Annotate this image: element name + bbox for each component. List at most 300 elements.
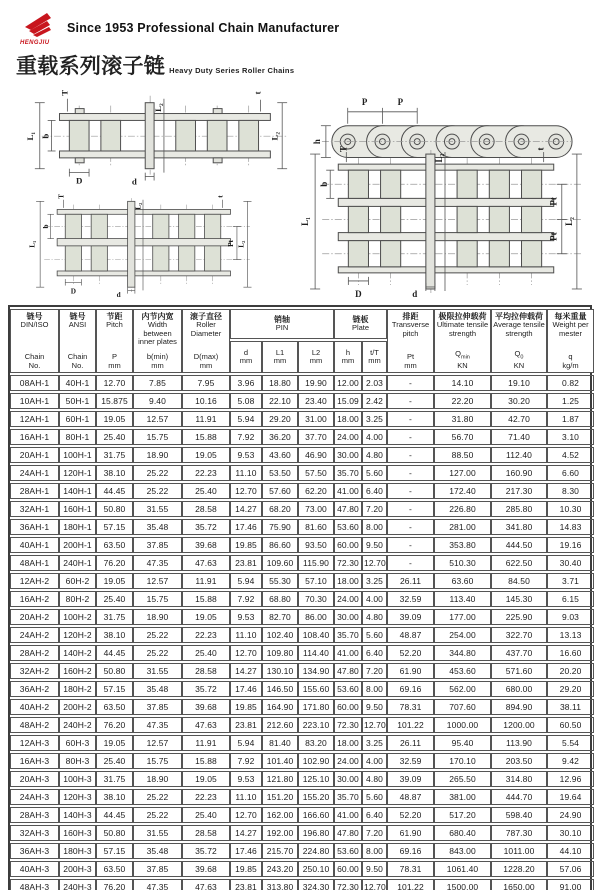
cell-dmax: 19.05	[182, 771, 230, 787]
cell-q: 24.90	[547, 807, 594, 823]
cell-dmax: 39.68	[182, 699, 230, 715]
cell-ansi: 140H-3	[59, 807, 96, 823]
dim-t: t	[535, 147, 546, 151]
title-en: Heavy Duty Series Roller Chains	[169, 66, 295, 75]
cell-qmin: 1000.00	[434, 717, 491, 733]
table-row	[10, 879, 594, 890]
cell-pitch: 63.50	[96, 537, 133, 553]
col-inner-width: 内节内宽 Width between inner plates b(min) mm	[133, 309, 182, 373]
cell-l2: 19.90	[298, 375, 334, 391]
cell-pt: 61.90	[387, 663, 434, 679]
table-row	[10, 429, 594, 445]
cell-din: 32AH-1	[10, 501, 59, 517]
cell-t: 6.40	[362, 483, 387, 499]
dim-T: T	[338, 146, 349, 153]
dim-D: D	[355, 289, 362, 300]
dim-t: t	[216, 195, 225, 198]
dim-L2-right: L₂	[269, 131, 280, 141]
cell-bmin: 15.75	[133, 753, 182, 769]
cell-qmin: 170.10	[434, 753, 491, 769]
cell-pt: -	[387, 501, 434, 517]
cell-h: 15.09	[334, 393, 362, 409]
cell-l1: 36.20	[262, 429, 298, 445]
subcol-l1: L1 mm	[262, 341, 298, 373]
cell-pitch: 15.875	[96, 393, 133, 409]
cell-t: 9.50	[362, 537, 387, 553]
cell-q0: 680.00	[491, 681, 547, 697]
cell-pitch: 19.05	[96, 735, 133, 751]
col-group-pin: 销轴 PIN	[230, 309, 334, 339]
cell-t: 5.60	[362, 465, 387, 481]
cell-h: 53.60	[334, 843, 362, 859]
cell-qmin: 14.10	[434, 375, 491, 391]
cell-qmin: 1500.00	[434, 879, 491, 890]
col-roller-dia: 滚子直径 Roller Diameter D(max) mm	[182, 309, 230, 373]
cell-l2: 166.60	[298, 807, 334, 823]
table-body	[10, 375, 594, 890]
cell-l1: 109.60	[262, 555, 298, 571]
cell-bmin: 18.90	[133, 609, 182, 625]
cell-d: 7.92	[230, 753, 262, 769]
cell-h: 24.00	[334, 753, 362, 769]
cell-dmax: 15.88	[182, 753, 230, 769]
cell-pt: 78.31	[387, 861, 434, 877]
cell-t: 6.40	[362, 645, 387, 661]
cell-d: 11.10	[230, 789, 262, 805]
cell-l2: 224.80	[298, 843, 334, 859]
spec-table	[10, 307, 594, 890]
cell-d: 23.81	[230, 717, 262, 733]
cell-l1: 18.80	[262, 375, 298, 391]
table-row	[10, 393, 594, 409]
cell-l1: 102.40	[262, 627, 298, 643]
cell-qmin: 517.20	[434, 807, 491, 823]
cell-qmin: 281.00	[434, 519, 491, 535]
cell-ansi: 60H-3	[59, 735, 96, 751]
dim-L1: L₁	[24, 131, 35, 141]
dim-D: D	[70, 287, 76, 296]
cell-dmax: 22.23	[182, 789, 230, 805]
cell-q: 1.25	[547, 393, 594, 409]
cell-bmin: 25.22	[133, 465, 182, 481]
cell-q0: 203.50	[491, 753, 547, 769]
cell-l2: 62.20	[298, 483, 334, 499]
cell-pt: 69.16	[387, 681, 434, 697]
dim-d: d	[412, 289, 418, 300]
cell-h: 53.60	[334, 681, 362, 697]
cell-d: 5.94	[230, 573, 262, 589]
cell-l1: 164.90	[262, 699, 298, 715]
dim-b: b	[42, 224, 51, 229]
cell-h: 41.00	[334, 807, 362, 823]
cell-q0: 444.50	[491, 537, 547, 553]
cell-q: 30.10	[547, 825, 594, 841]
cell-l1: 130.10	[262, 663, 298, 679]
cell-pitch: 31.75	[96, 609, 133, 625]
cell-dmax: 22.23	[182, 627, 230, 643]
cell-ansi: 80H-3	[59, 753, 96, 769]
cell-bmin: 15.75	[133, 591, 182, 607]
cell-dmax: 19.05	[182, 609, 230, 625]
cell-qmin: 56.70	[434, 429, 491, 445]
cell-q0: 1200.00	[491, 717, 547, 733]
cell-h: 18.00	[334, 573, 362, 589]
cell-q: 10.30	[547, 501, 594, 517]
cell-pitch: 25.40	[96, 591, 133, 607]
cell-t: 4.80	[362, 771, 387, 787]
cell-pt: 52.20	[387, 645, 434, 661]
dim-h: h	[311, 139, 322, 145]
cell-h: 12.00	[334, 375, 362, 391]
cell-t: 12.70	[362, 717, 387, 733]
cell-bmin: 37.85	[133, 861, 182, 877]
cell-bmin: 37.85	[133, 699, 182, 715]
cell-ansi: 200H-3	[59, 861, 96, 877]
cell-t: 3.25	[362, 735, 387, 751]
cell-qmin: 113.40	[434, 591, 491, 607]
cell-qmin: 95.40	[434, 735, 491, 751]
cell-qmin: 254.00	[434, 627, 491, 643]
cell-bmin: 25.22	[133, 789, 182, 805]
cell-l2: 250.10	[298, 861, 334, 877]
cell-d: 9.53	[230, 609, 262, 625]
cell-q: 16.60	[547, 645, 594, 661]
cell-dmax: 39.68	[182, 861, 230, 877]
cell-q: 3.71	[547, 573, 594, 589]
cell-l1: 151.20	[262, 789, 298, 805]
cell-d: 23.81	[230, 555, 262, 571]
cell-qmin: 843.00	[434, 843, 491, 859]
cell-dmax: 39.68	[182, 537, 230, 553]
cell-din: 12AH-2	[10, 573, 59, 589]
cell-pt: -	[387, 393, 434, 409]
cell-l1: 57.60	[262, 483, 298, 499]
dim-D: D	[75, 175, 83, 186]
cell-qmin: 344.80	[434, 645, 491, 661]
table-row	[10, 681, 594, 697]
cell-bmin: 12.57	[133, 411, 182, 427]
cell-l1: 86.60	[262, 537, 298, 553]
cell-t: 4.00	[362, 429, 387, 445]
logo-text: HENGJIU	[20, 39, 50, 46]
dim-L1: L₁	[300, 217, 311, 226]
cell-q0: 1011.00	[491, 843, 547, 859]
cell-ansi: 140H-1	[59, 483, 96, 499]
page-header	[0, 0, 600, 46]
table-row	[10, 501, 594, 517]
cell-d: 5.94	[230, 735, 262, 751]
cell-q0: 217.30	[491, 483, 547, 499]
cell-d: 19.85	[230, 861, 262, 877]
cell-bmin: 35.48	[133, 519, 182, 535]
cell-dmax: 35.72	[182, 843, 230, 859]
col-pitch: 节距 Pitch P mm	[96, 309, 133, 373]
dim-L1: L₁	[28, 240, 37, 248]
cell-q: 14.83	[547, 519, 594, 535]
dim-T: T	[59, 89, 70, 96]
cell-din: 24AH-1	[10, 465, 59, 481]
dim-P: P	[361, 96, 368, 107]
cell-ansi: 180H-3	[59, 843, 96, 859]
cell-bmin: 37.85	[133, 537, 182, 553]
cell-pt: -	[387, 429, 434, 445]
cell-h: 30.00	[334, 447, 362, 463]
cell-q: 30.40	[547, 555, 594, 571]
cell-pt: 26.11	[387, 735, 434, 751]
cell-ansi: 120H-1	[59, 465, 96, 481]
table-row	[10, 591, 594, 607]
cell-q0: 437.70	[491, 645, 547, 661]
cell-pt: 69.16	[387, 843, 434, 859]
cell-q0: 84.50	[491, 573, 547, 589]
cell-q0: 285.80	[491, 501, 547, 517]
dim-L2: L₂	[152, 103, 163, 112]
cell-qmin: 562.00	[434, 681, 491, 697]
table-row	[10, 789, 594, 805]
cell-pitch: 31.75	[96, 771, 133, 787]
cell-bmin: 47.35	[133, 717, 182, 733]
cell-l1: 243.20	[262, 861, 298, 877]
cell-t: 4.80	[362, 447, 387, 463]
cell-din: 36AH-3	[10, 843, 59, 859]
cell-ansi: 100H-3	[59, 771, 96, 787]
cell-dmax: 22.23	[182, 465, 230, 481]
cell-l2: 223.10	[298, 717, 334, 733]
cell-t: 9.50	[362, 861, 387, 877]
cell-q: 44.10	[547, 843, 594, 859]
cell-d: 12.70	[230, 807, 262, 823]
cell-q0: 1228.20	[491, 861, 547, 877]
cell-t: 3.25	[362, 411, 387, 427]
table-row	[10, 663, 594, 679]
cell-ansi: 160H-1	[59, 501, 96, 517]
cell-ansi: 200H-1	[59, 537, 96, 553]
cell-pt: 48.87	[387, 627, 434, 643]
table-row	[10, 519, 594, 535]
cell-pitch: 12.70	[96, 375, 133, 391]
cell-l2: 31.00	[298, 411, 334, 427]
cell-pt: 32.59	[387, 753, 434, 769]
cell-din: 16AH-2	[10, 591, 59, 607]
cell-pt: 48.87	[387, 789, 434, 805]
cell-h: 35.70	[334, 627, 362, 643]
cell-t: 7.20	[362, 501, 387, 517]
table-head	[10, 309, 594, 373]
cell-pt: -	[387, 537, 434, 553]
cell-bmin: 31.55	[133, 501, 182, 517]
cell-d: 9.53	[230, 771, 262, 787]
cell-l2: 196.80	[298, 825, 334, 841]
col-weight: 每米重量 Weight per mester q kg/m	[547, 309, 594, 373]
cell-d: 17.46	[230, 681, 262, 697]
cell-pitch: 44.45	[96, 645, 133, 661]
cell-q0: 19.10	[491, 375, 547, 391]
dim-Pt2: Pt	[548, 232, 559, 241]
cell-ansi: 60H-1	[59, 411, 96, 427]
cell-h: 24.00	[334, 591, 362, 607]
cell-t: 4.80	[362, 609, 387, 625]
cell-bmin: 25.22	[133, 483, 182, 499]
col-transverse-pitch: 排距 Transverse pitch Pt mm	[387, 309, 434, 373]
cell-l1: 22.10	[262, 393, 298, 409]
cell-din: 40AH-2	[10, 699, 59, 715]
cell-d: 17.46	[230, 519, 262, 535]
cell-q0: 160.90	[491, 465, 547, 481]
cell-bmin: 35.48	[133, 843, 182, 859]
subcol-l2: L2 mm	[298, 341, 334, 373]
cell-din: 36AH-2	[10, 681, 59, 697]
cell-ansi: 120H-2	[59, 627, 96, 643]
cell-ansi: 180H-1	[59, 519, 96, 535]
col-ultimate-strength: 极限拉伸载荷 Ultimate tensile strength $Q_{min}$ KN	[434, 309, 491, 373]
table-row	[10, 555, 594, 571]
cell-dmax: 15.88	[182, 591, 230, 607]
cell-h: 30.00	[334, 771, 362, 787]
cell-pitch: 57.15	[96, 681, 133, 697]
cell-t: 8.00	[362, 843, 387, 859]
cell-l2: 46.90	[298, 447, 334, 463]
cell-pitch: 50.80	[96, 663, 133, 679]
cell-din: 24AH-3	[10, 789, 59, 805]
cell-h: 18.00	[334, 411, 362, 427]
cell-q: 29.20	[547, 681, 594, 697]
cell-l1: 313.80	[262, 879, 298, 890]
cell-bmin: 25.22	[133, 645, 182, 661]
cell-bmin: 18.90	[133, 771, 182, 787]
cell-t: 5.60	[362, 627, 387, 643]
cell-pt: 26.11	[387, 573, 434, 589]
cell-q: 12.96	[547, 771, 594, 787]
cell-h: 30.00	[334, 609, 362, 625]
cell-d: 5.08	[230, 393, 262, 409]
cell-pt: -	[387, 555, 434, 571]
cell-pt: 101.22	[387, 717, 434, 733]
cell-q: 9.42	[547, 753, 594, 769]
cell-bmin: 47.35	[133, 555, 182, 571]
cell-q0: 894.90	[491, 699, 547, 715]
cell-t: 12.70	[362, 879, 387, 890]
cell-t: 3.25	[362, 573, 387, 589]
cell-dmax: 11.91	[182, 735, 230, 751]
cell-q0: 71.40	[491, 429, 547, 445]
cell-pt: 61.90	[387, 825, 434, 841]
cell-l2: 93.50	[298, 537, 334, 553]
table-row	[10, 447, 594, 463]
cell-pt: -	[387, 483, 434, 499]
cell-qmin: 127.00	[434, 465, 491, 481]
cell-dmax: 7.95	[182, 375, 230, 391]
cell-bmin: 12.57	[133, 735, 182, 751]
cell-l2: 102.90	[298, 753, 334, 769]
cell-d: 11.10	[230, 465, 262, 481]
cell-l2: 57.50	[298, 465, 334, 481]
cell-din: 16AH-1	[10, 429, 59, 445]
dim-P2: P	[397, 96, 404, 107]
col-average-strength: 平均拉伸载荷 Average tensile strength $Q_0$ KN	[491, 309, 547, 373]
cell-ansi: 160H-3	[59, 825, 96, 841]
cell-dmax: 35.72	[182, 681, 230, 697]
cell-ansi: 50H-1	[59, 393, 96, 409]
cell-q: 5.54	[547, 735, 594, 751]
cell-d: 11.10	[230, 627, 262, 643]
cell-l1: 68.20	[262, 501, 298, 517]
cell-l1: 29.20	[262, 411, 298, 427]
cell-t: 2.03	[362, 375, 387, 391]
cell-l1: 121.80	[262, 771, 298, 787]
cell-pitch: 57.15	[96, 519, 133, 535]
cell-dmax: 47.63	[182, 717, 230, 733]
cell-h: 35.70	[334, 789, 362, 805]
cell-pt: 52.20	[387, 807, 434, 823]
cell-qmin: 63.60	[434, 573, 491, 589]
table-row	[10, 411, 594, 427]
cell-q: 6.15	[547, 591, 594, 607]
dim-b: b	[40, 133, 51, 139]
cell-h: 24.00	[334, 429, 362, 445]
cell-l1: 146.50	[262, 681, 298, 697]
subcol-t: t/T mm	[362, 341, 387, 373]
cell-l1: 101.40	[262, 753, 298, 769]
col-group-plate: 链板 Plate	[334, 309, 387, 339]
cell-l2: 37.70	[298, 429, 334, 445]
cell-h: 47.80	[334, 825, 362, 841]
cell-din: 40AH-3	[10, 861, 59, 877]
cell-din: 20AH-1	[10, 447, 59, 463]
single-strand-diagram	[24, 82, 296, 186]
cell-q: 13.13	[547, 627, 594, 643]
subcol-h: h mm	[334, 341, 362, 373]
cell-pt: 78.31	[387, 699, 434, 715]
cell-h: 53.60	[334, 519, 362, 535]
tagline: Since 1953 Professional Chain Manufacturer	[67, 20, 340, 35]
table-row	[10, 753, 594, 769]
cell-d: 7.92	[230, 591, 262, 607]
cell-l1: 215.70	[262, 843, 298, 859]
cell-pitch: 76.20	[96, 717, 133, 733]
cell-l1: 55.30	[262, 573, 298, 589]
cell-l2: 86.00	[298, 609, 334, 625]
cell-pt: 39.09	[387, 609, 434, 625]
cell-bmin: 31.55	[133, 825, 182, 841]
cell-q0: 622.50	[491, 555, 547, 571]
cell-pt: -	[387, 465, 434, 481]
cell-l2: 115.90	[298, 555, 334, 571]
dim-T: T	[57, 194, 66, 199]
cell-t: 6.40	[362, 807, 387, 823]
table-row	[10, 843, 594, 859]
cell-t: 2.42	[362, 393, 387, 409]
cell-t: 4.00	[362, 591, 387, 607]
spec-table-wrapper	[8, 305, 592, 890]
cell-q: 3.10	[547, 429, 594, 445]
cell-l1: 82.70	[262, 609, 298, 625]
triplex-strand-diagram	[300, 144, 592, 299]
cell-ansi: 80H-2	[59, 591, 96, 607]
cell-d: 9.53	[230, 447, 262, 463]
cell-q: 57.06	[547, 861, 594, 877]
cell-bmin: 31.55	[133, 663, 182, 679]
cell-qmin: 22.20	[434, 393, 491, 409]
title-zh: 重载系列滚子链	[16, 55, 166, 78]
cell-h: 72.30	[334, 879, 362, 890]
cell-ansi: 100H-1	[59, 447, 96, 463]
table-row	[10, 699, 594, 715]
cell-dmax: 25.40	[182, 483, 230, 499]
cell-qmin: 1061.40	[434, 861, 491, 877]
cell-h: 72.30	[334, 555, 362, 571]
cell-q: 9.03	[547, 609, 594, 625]
dim-L2-right: L₂	[563, 217, 574, 226]
